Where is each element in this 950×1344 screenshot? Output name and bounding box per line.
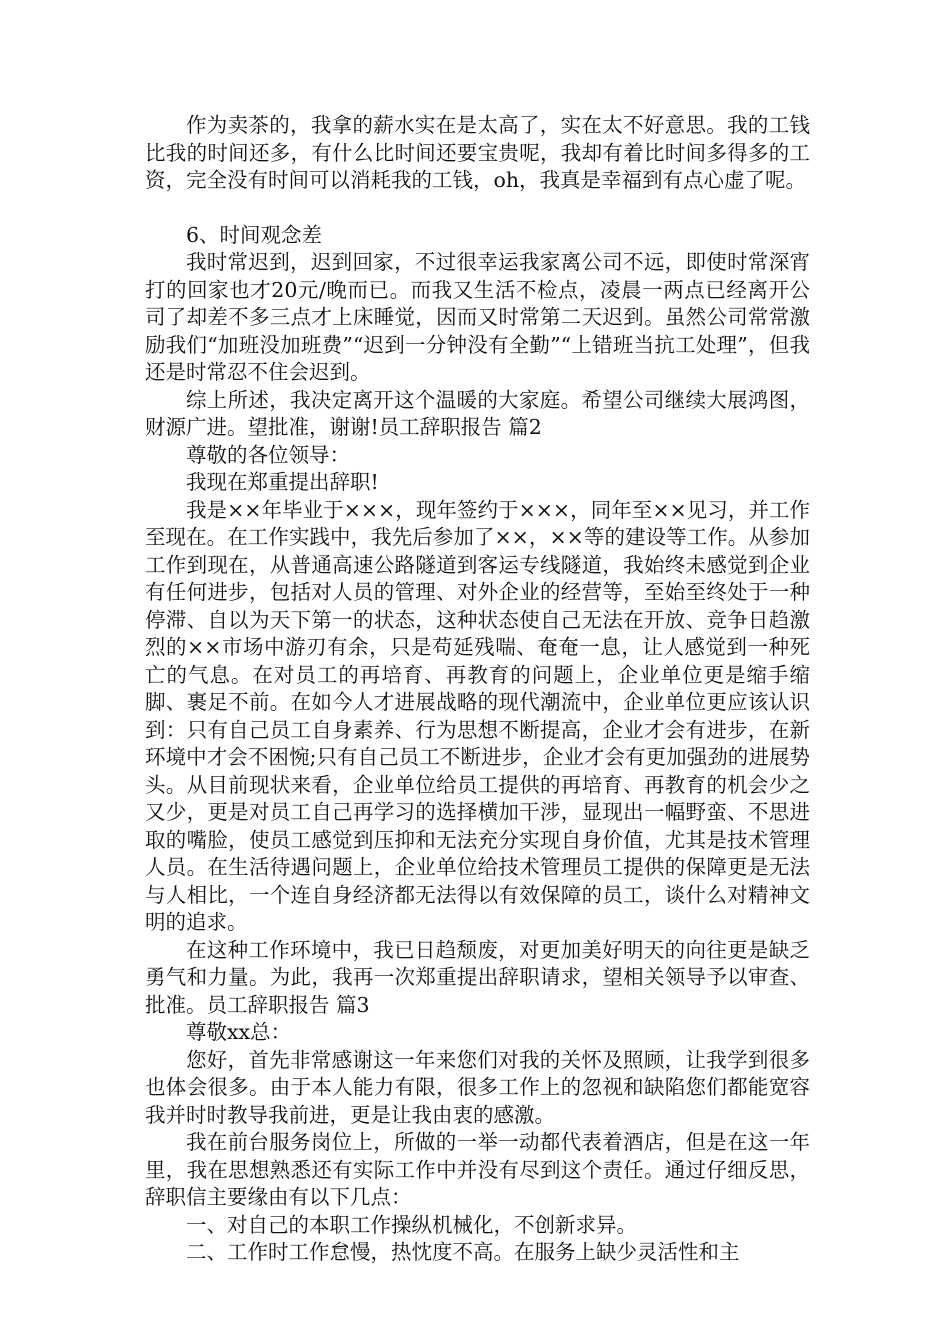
list-item-reason-1: 一、对自己的本职工作操纵机械化，不创新求异。 [186,1212,637,1237]
section-heading-time-concept: 6、时间观念差 [186,222,323,247]
paragraph-work-history: 我是××年毕业于×××，现年签约于×××，同年至××见习，并工作至现在。在工作实践中，我先后参加了××，××等的建设等工作。从参加工作到现在，从普通高速公路隧道到客运专线隧道，我始终未感觉到企业有任何进步，包括对人员的管理、对外企业的经营等，至始至终处于一种停滞、自以为天下第一的状态，这种状态使自己无法在开放、竞争日趋激烈的××市场中游刃有余，只是苟延残喘、奄奄一息，让人感觉到一种死亡的气息。在对员工的再培育、再教育的问题上，企业单位更是缩手缩脚、裹足不前。在如今人才进展战略的现代潮流中，企业单位更应该认识到：只有自己员工自身素养、行为思想不断提高，企业才会有进步，在新环境中才会不困惋;只有自己员工不断进步，企业才会有更加强劲的进展势头。从目前现状来看，企业单位给员工提供的再培育、再教育的机会少之又少，更是对员工自己再学习的选择横加干涉，显现出一幅野蛮、不思进取的嘴脸，使员工感觉到压抑和无法充分实现自身价值，尤其是技术管理人员。在生活待遇问题上，企业单位给技术管理员工提供的保障更是无法与人相比，一个连自身经济都无法得以有效保障的员工，谈什么对精神文明的追求。 [145,497,810,934]
paragraph-reflection: 我在前台服务岗位上，所做的一举一动都代表着酒店，但是在这一年里，我在思想熟悉还有实际工作中并没有尽到这个责任。通过仔细反思，辞职信主要缘由有以下几点： [145,1130,810,1209]
paragraph-resignation-statement: 我现在郑重提出辞职! [186,470,379,494]
paragraph-environment-report-3-title: 在这种工作环境中，我已日趋颓废，对更加美好明天的向往更是缺乏勇气和力量。为此，我再一次郑重提出辞职请求，望相关领导予以审查、批准。员工辞职报告 篇3 [145,937,810,1017]
document-page [145,112,810,1267]
paragraph-salary: 作为卖茶的，我拿的薪水实在是太高了，实在太不好意思。我的工钱比我的时间还多，有什么比时间还要宝贵呢，我却有着比时间多得多的工资，完全没有时间可以消耗我的工钱，oh，我真是幸福到有点心虚了呢。 [145,113,810,192]
paragraph-gratitude: 您好，首先非常感谢这一年来您们对我的关怀及照顾，让我学到很多也体会很多。由于本人能力有限，很多工作上的忽视和缺陷您们都能宽容我并时时教导我前进，更是让我由衷的感激。 [145,1047,810,1127]
paragraph-conclusion-report-2-title: 综上所述，我决定离开这个温暖的大家庭。希望公司继续大展鸿图，财源广进。望批准，谢谢!员工辞职报告 篇2 [145,387,810,439]
list-item-reason-2: 二、工作时工作怠慢，热忱度不高。在服务上缺少灵活性和主 [186,1240,740,1264]
paragraph-lateness: 我时常迟到，迟到回家，不过很幸运我家离公司不远，即使时常深宵打的回家也才20元/晚而已。而我又生活不检点，凌晨一两点已经离开公司了却差不多三点才上床睡觉，因而又时常第二天迟到。虽然公司常常激励我们“加班没加班费”“迟到一分钟没有全勤”“上错班当抗工处理”，但我还是时常忍不住会迟到。 [145,250,810,384]
paragraph-spacer [145,195,810,222]
salutation-leaders: 尊敬的各位领导： [186,442,350,467]
salutation-manager: 尊敬xx总： [186,1020,292,1044]
